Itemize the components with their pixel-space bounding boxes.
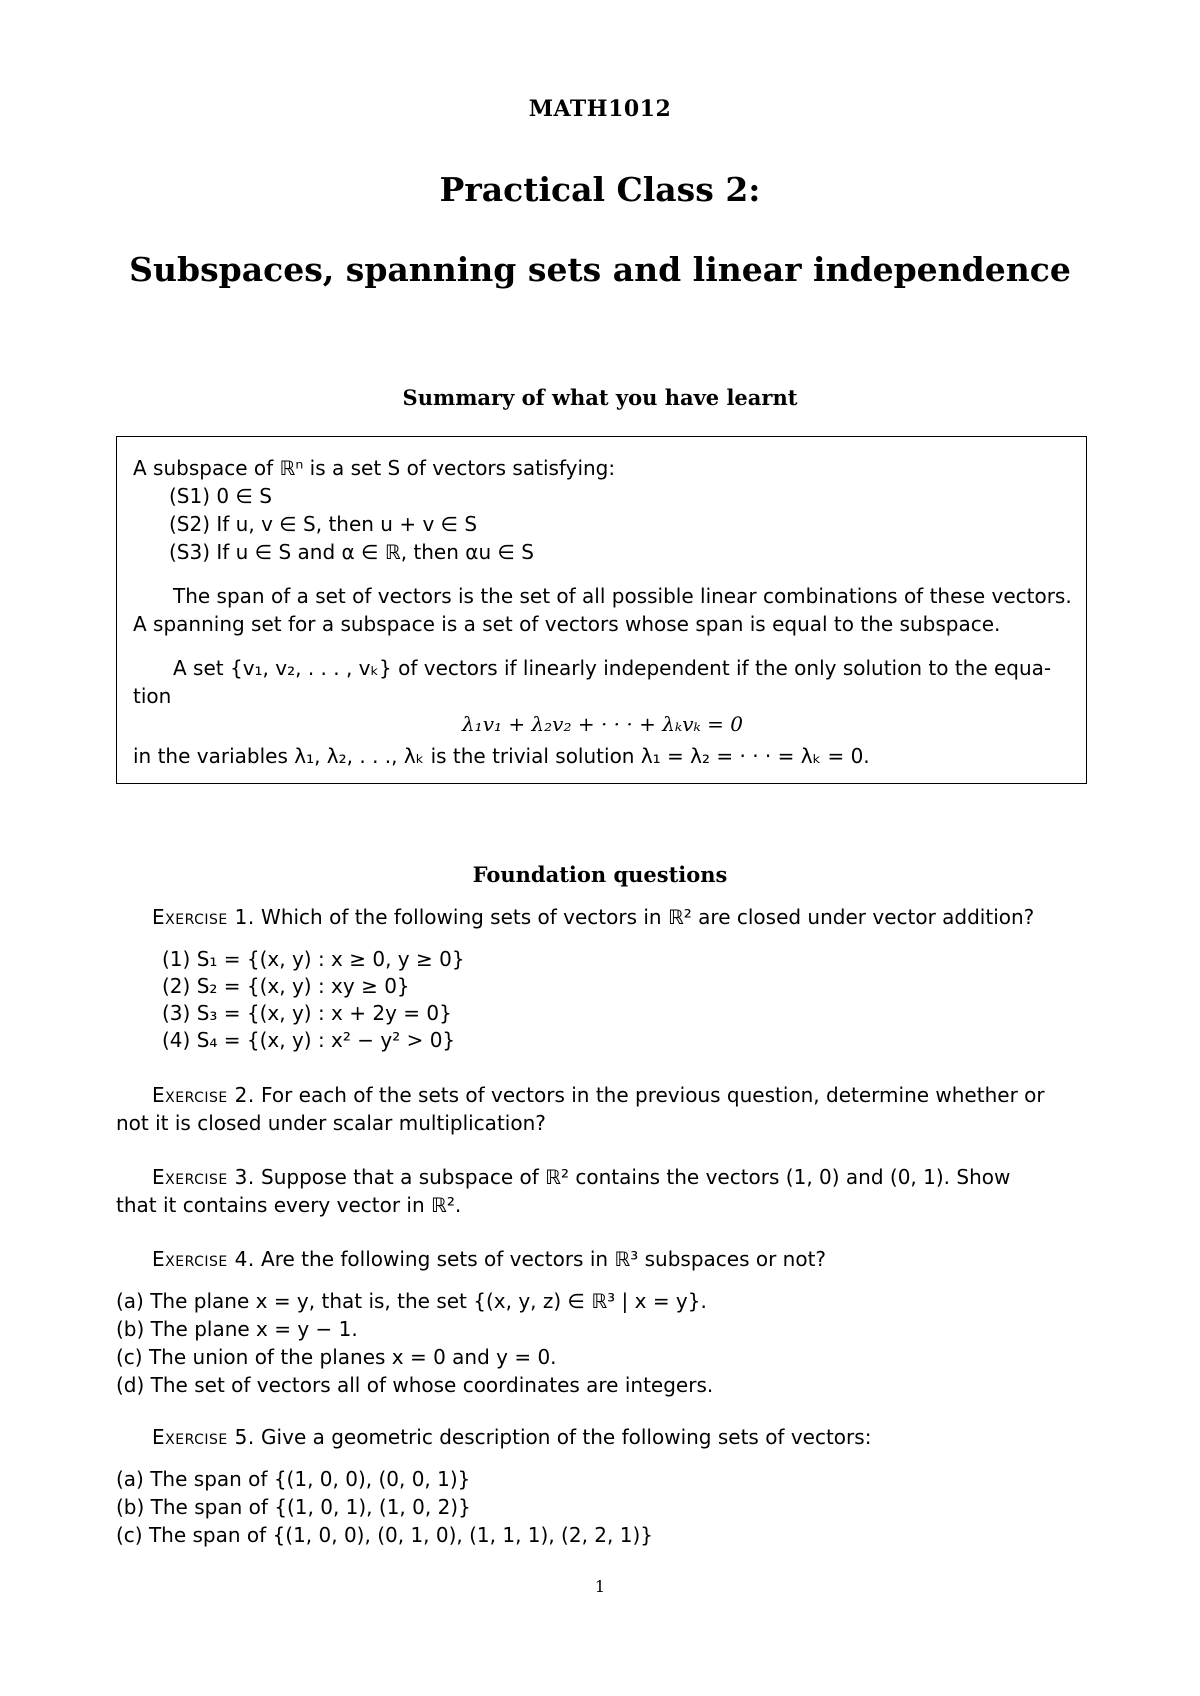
page-title: Practical Class 2: (439, 170, 761, 209)
exercise-5-item: (c) The span of {(1, 0, 0), (0, 1, 0), (1, 1, 1), (2, 2, 1)} (116, 1523, 653, 1547)
linear-independence-definition: A set {v₁, v₂, . . . , vₖ} of vectors if linearly independent if the only solution to the equa- (173, 656, 1052, 680)
exercise-2-continuation: not it is closed under scalar multiplication? (116, 1111, 546, 1135)
course-code: MATH1012 (528, 96, 672, 122)
subspace-definition: A subspace of ℝⁿ is a set S of vectors satisfying: (133, 456, 616, 480)
page-subtitle: Subspaces, spanning sets and linear independence (129, 250, 1071, 289)
exercise-5-label: Exercise 5. (152, 1425, 255, 1449)
exercise-5-item: (b) The span of {(1, 0, 1), (1, 0, 2)} (116, 1495, 471, 1519)
foundation-heading: Foundation questions (472, 862, 728, 887)
exercise-4 (152, 1246, 826, 1272)
page-number: 1 (594, 1577, 606, 1596)
trivial-solution-line: in the variables λ₁, λ₂, . . ., λₖ is the trivial solution λ₁ = λ₂ = · · · = λₖ = 0. (133, 744, 870, 768)
exercise-1 (152, 904, 1034, 930)
linear-combination-equation: λ₁v₁ + λ₂v₂ + · · · + λₖvₖ = 0 (462, 712, 743, 736)
exercise-2-text: For each of the sets of vectors in the previous question, determine whether or (261, 1083, 1045, 1107)
exercise-2 (152, 1082, 1045, 1108)
condition-s3: (S3) If u ∈ S and α ∈ ℝ, then αu ∈ S (169, 540, 534, 564)
exercise-4-label: Exercise 4. (152, 1247, 255, 1271)
summary-heading: Summary of what you have learnt (402, 385, 798, 410)
condition-s1: (S1) 0 ∈ S (169, 484, 272, 508)
exercise-1-item: (1) S₁ = {(x, y) : x ≥ 0, y ≥ 0} (162, 947, 465, 971)
exercise-4-item: (c) The union of the planes x = 0 and y = 0. (116, 1345, 557, 1369)
exercise-5-item: (a) The span of {(1, 0, 0), (0, 0, 1)} (116, 1467, 471, 1491)
exercise-1-item: (3) S₃ = {(x, y) : x + 2y = 0} (162, 1001, 452, 1025)
linear-independence-continuation: tion (133, 684, 172, 708)
exercise-3 (152, 1164, 1010, 1190)
exercise-4-item: (b) The plane x = y − 1. (116, 1317, 358, 1341)
exercise-4-item: (a) The plane x = y, that is, the set {(x, y, z) ∈ ℝ³ | x = y}. (116, 1289, 707, 1313)
exercise-2-label: Exercise 2. (152, 1083, 255, 1107)
span-definition: The span of a set of vectors is the set of all possible linear combinations of these vectors. (173, 584, 1072, 608)
spanning-set-definition: A spanning set for a subspace is a set of vectors whose span is equal to the subspace. (133, 612, 1001, 636)
exercise-1-item: (4) S₄ = {(x, y) : x² − y² > 0} (162, 1028, 456, 1052)
summary-box (116, 436, 1087, 784)
exercise-3-text: Suppose that a subspace of ℝ² contains the vectors (1, 0) and (0, 1). Show (261, 1165, 1011, 1189)
exercise-1-text: Which of the following sets of vectors in ℝ² are closed under vector addition? (261, 905, 1035, 929)
exercise-1-label: Exercise 1. (152, 905, 255, 929)
exercise-4-text: Are the following sets of vectors in ℝ³ subspaces or not? (261, 1247, 827, 1271)
exercise-3-label: Exercise 3. (152, 1165, 255, 1189)
exercise-3-continuation: that it contains every vector in ℝ². (116, 1193, 462, 1217)
exercise-5 (152, 1424, 871, 1450)
condition-s2: (S2) If u, v ∈ S, then u + v ∈ S (169, 512, 478, 536)
exercise-4-item: (d) The set of vectors all of whose coordinates are integers. (116, 1373, 714, 1397)
exercise-5-text: Give a geometric description of the following sets of vectors: (261, 1425, 872, 1449)
exercise-1-item: (2) S₂ = {(x, y) : xy ≥ 0} (162, 974, 410, 998)
